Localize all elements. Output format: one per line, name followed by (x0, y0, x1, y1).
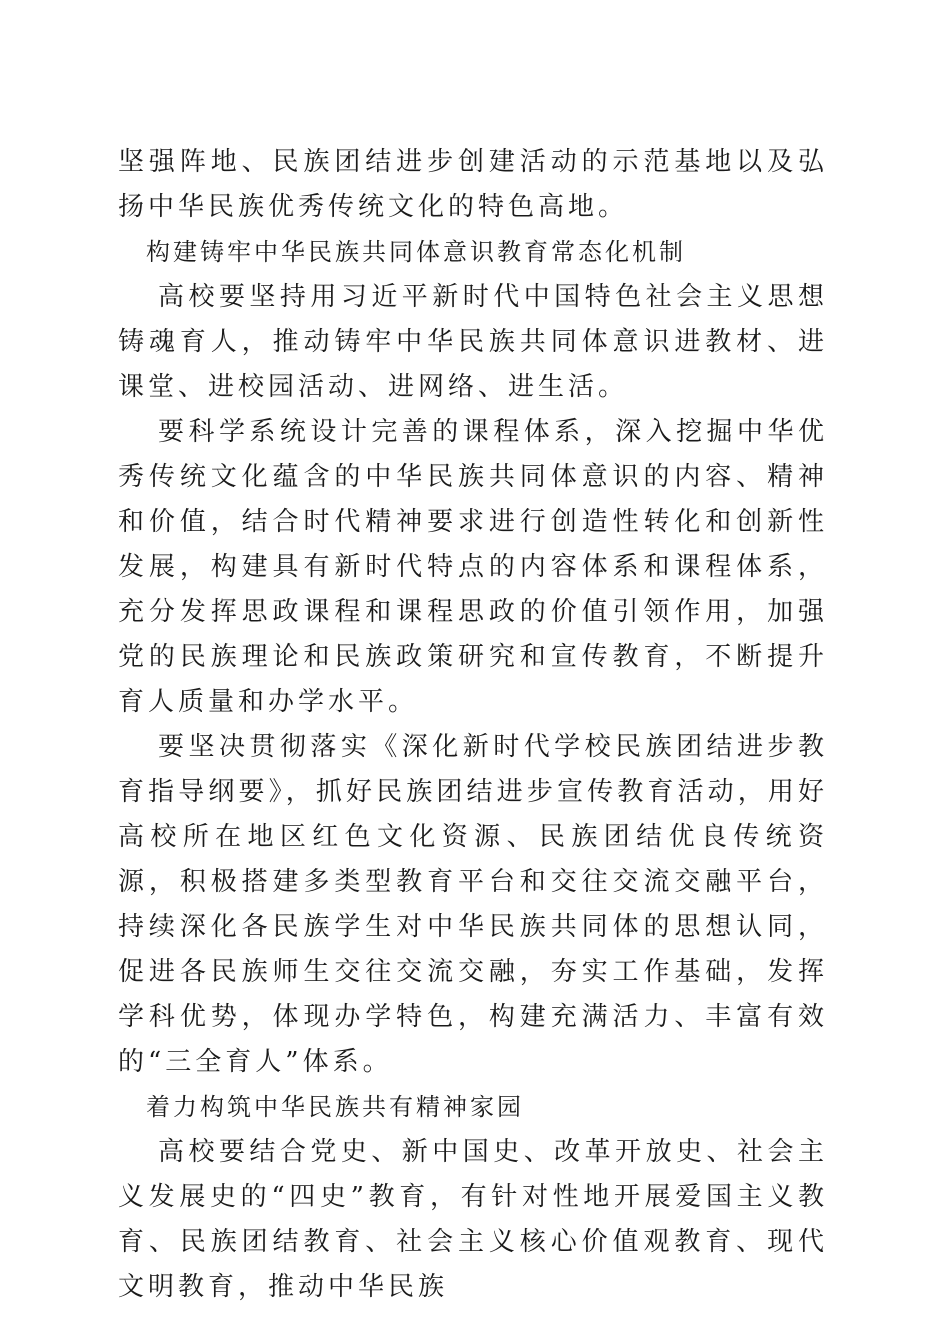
paragraph-four-histories: 高校要结合党史、新中国史、改革开放史、社会主义发展史的“四史”教育，有针对性地开展爱国主义教育、民族团结教育、社会主义核心价值观教育、现代文明教育，推动中华民族 (118, 1137, 828, 1302)
document-page (118, 140, 828, 1310)
paragraph-curriculum: 要科学系统设计完善的课程体系，深入挖掘中华优秀传统文化蕴含的中华民族共同体意识的内容、精神和价值，结合时代精神要求进行创造性转化和创新性发展，构建具有新时代特点的内容体系和课程体系，充分发挥思政课程和课程思政的价值引领作用，加强党的民族理论和民族政策研究和宣传教育，不断提升育人质量和办学水平。 (118, 417, 828, 717)
paragraph-ideology: 高校要坚持用习近平新时代中国特色社会主义思想铸魂育人，推动铸牢中华民族共同体意识进教材、进课堂、进校园活动、进网络、进生活。 (118, 282, 828, 402)
paragraph-continuation: 坚强阵地、民族团结进步创建活动的示范基地以及弘扬中华民族优秀传统文化的特色高地。 (118, 147, 828, 222)
paragraph-guideline: 要坚决贯彻落实《深化新时代学校民族团结进步教育指导纲要》，抓好民族团结进步宣传教育活动，用好高校所在地区红色文化资源、民族团结优良传统资源，积极搭建多类型教育平台和交往交流交融平台，持续深化各民族学生对中华民族共同体的思想认同，促进各民族师生交往交流交融，夯实工作基础，发挥学科优势，体现办学特色，构建充满活力、丰富有效的“三全育人”体系。 (118, 732, 828, 1077)
section-heading-mechanism: 构建铸牢中华民族共同体意识教育常态化机制 (146, 238, 686, 266)
section-heading-spiritual-home: 着力构筑中华民族共有精神家园 (146, 1093, 524, 1121)
